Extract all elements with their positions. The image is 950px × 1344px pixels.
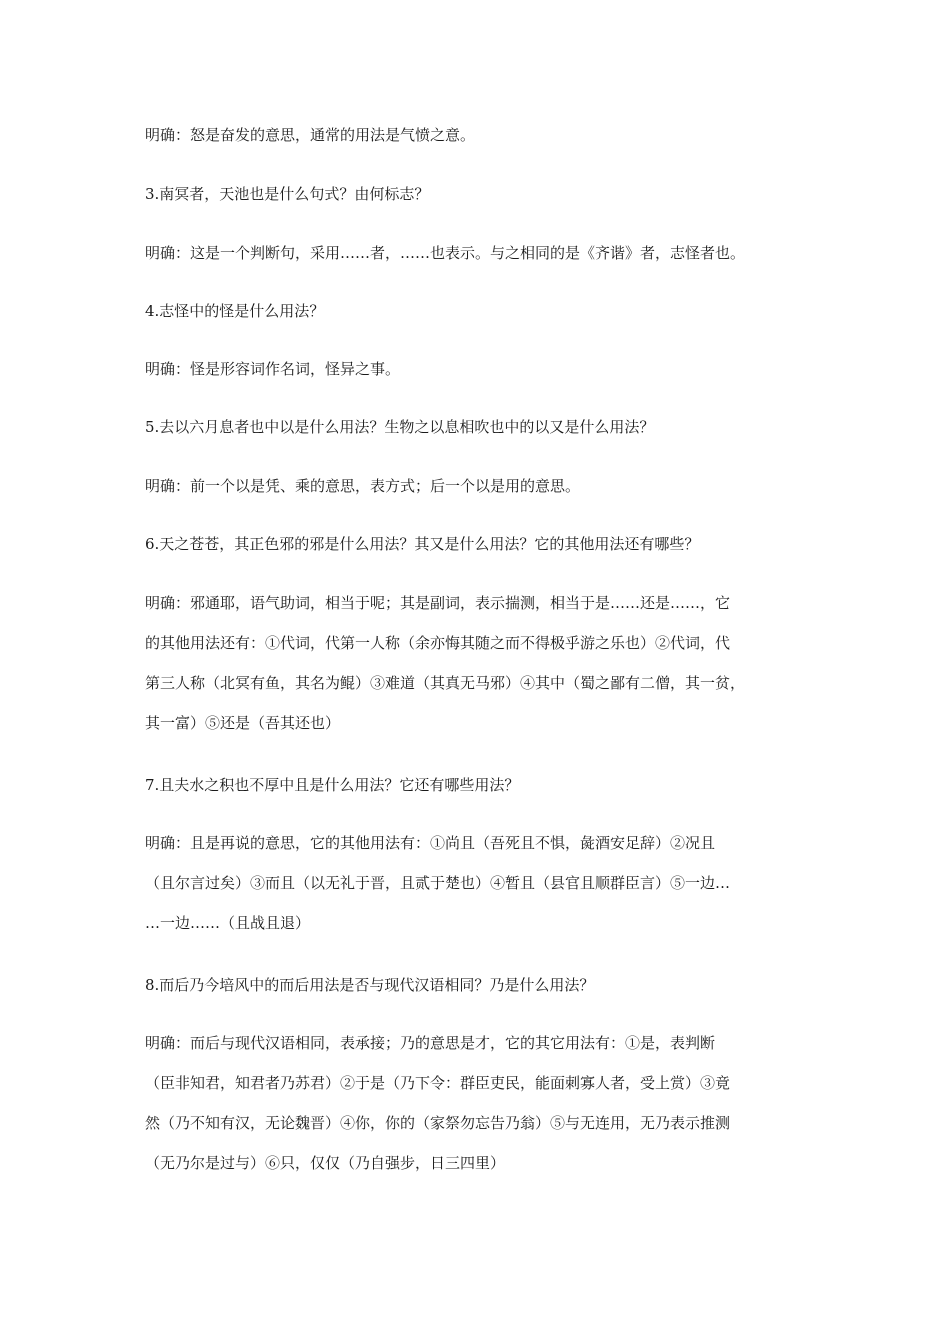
text-line: 的其他用法还有：①代词，代第一人称（余亦悔其随之而不得极乎游之乐也）②代词，代 (145, 634, 731, 652)
text-line: 然（乃不知有汉，无论魏晋）④你，你的（家祭勿忘告乃翁）⑤与无连用，无乃表示推测 (145, 1114, 731, 1132)
answer-paragraph (145, 349, 813, 389)
text-line: 第三人称（北冥有鱼，其名为鲲）③难道（其真无马邪）④其中（蜀之鄙有二僧，其一贫， (145, 674, 746, 692)
question-3 (145, 174, 813, 214)
question-6 (145, 524, 813, 564)
text-line: 明确：怒是奋发的意思，通常的用法是气愤之意。 (145, 126, 476, 144)
text-line: （且尔言过矣）③而且（以无礼于晋，且贰于楚也）④暂且（县官且顺群臣言）⑤一边… (145, 874, 731, 892)
answer-paragraph (145, 583, 813, 743)
text-line: 6.天之苍苍，其正色邪的邪是什么用法？其又是什么用法？它的其他用法还有哪些？ (145, 535, 700, 553)
text-line: 5.去以六月息者也中以是什么用法？生物之以息相吹也中的以又是什么用法？ (145, 418, 655, 436)
question-5 (145, 407, 813, 447)
text-line: 3.南冥者，天池也是什么句式？由何标志？ (145, 185, 430, 203)
text-line: 明确：而后与现代汉语相同，表承接；乃的意思是才，它的其它用法有：①是，表判断 (145, 1034, 716, 1052)
answer-paragraph (145, 466, 813, 506)
text-line: 其一富）⑤还是（吾其还也） (145, 714, 341, 732)
answer-paragraph (145, 1023, 813, 1183)
text-line: 明确：邪通耶，语气助词，相当于呢；其是副词，表示揣测，相当于是……还是……，它 (145, 594, 731, 612)
answer-paragraph (145, 233, 813, 273)
text-line: 明确：这是一个判断句，采用……者，……也表示。与之相同的是《齐谐》者，志怪者也。 (145, 244, 746, 262)
question-4 (145, 291, 813, 331)
text-line: （无乃尔是过与）⑥只，仅仅（乃自强步，日三四里） (145, 1154, 506, 1172)
answer-paragraph (145, 115, 813, 155)
question-7 (145, 765, 813, 805)
text-line: 7.且夫水之积也不厚中且是什么用法？它还有哪些用法？ (145, 776, 520, 794)
text-line: 明确：怪是形容词作名词，怪异之事。 (145, 360, 401, 378)
question-8 (145, 965, 813, 1005)
answer-paragraph (145, 823, 813, 943)
text-line: 8.而后乃今培风中的而后用法是否与现代汉语相同？乃是什么用法？ (145, 976, 595, 994)
text-line: （臣非知君，知君者乃苏君）②于是（乃下令：群臣吏民，能面刺寡人者，受上赏）③竟 (145, 1074, 731, 1092)
text-line: 4.志怪中的怪是什么用法？ (145, 302, 325, 320)
text-line: 明确：前一个以是凭、乘的意思，表方式；后一个以是用的意思。 (145, 477, 581, 495)
text-line: 明确：且是再说的意思，它的其他用法有：①尚且（吾死且不惧，彘酒安足辞）②况且 (145, 834, 716, 852)
text-line: …一边……（且战且退） (145, 914, 311, 932)
